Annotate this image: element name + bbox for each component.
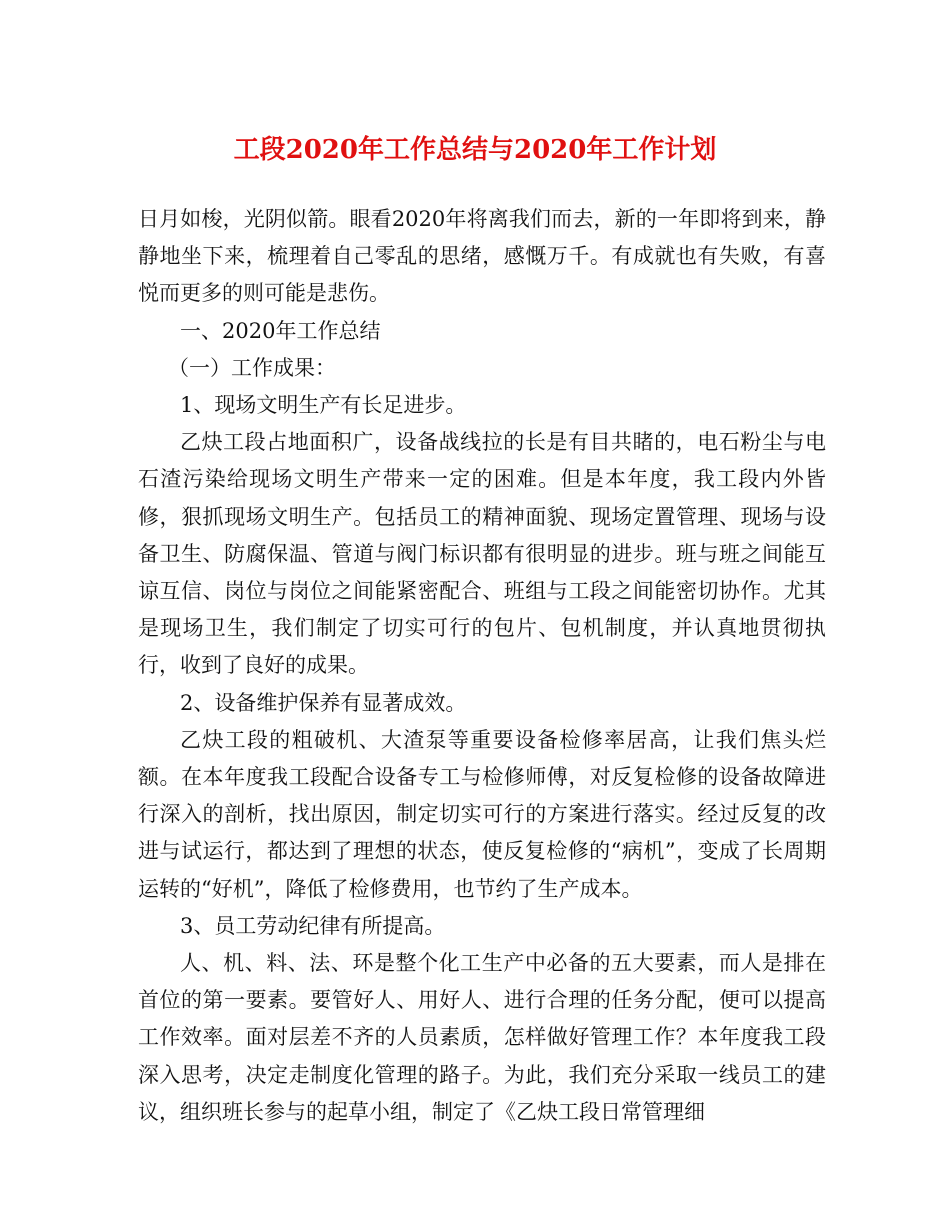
body-paragraph-2: 乙炔工段的粗破机、大渣泵等重要设备检修率居高，让我们焦头烂额。在本年度我工段配合设备专工与检修师傅，对反复检修的设备故障进行深入的剖析，找出原因，制定切实可行的方案进行落实。经过反复的改进与试运行，都达到了理想的状态，使反复检修的“病机”，变成了长周期运转的“好机”，降低了检修费用，也节约了生产成本。 <box>138 727 826 901</box>
subsection-heading-results: （一）工作成果： <box>168 355 336 380</box>
document-title: 工段2020年工作总结与2020年工作计划 <box>233 135 717 165</box>
body-paragraph-1: 乙炔工段占地面积广，设备战线拉的长是有目共睹的，电石粉尘与电石渣污染给现场文明生产带来一定的困难。但是本年度，我工段内外皆修，狠抓现场文明生产。包括员工的精神面貌、现场定置管理、现场与设备卫生、防腐保温、管道与阀门标识都有很明显的进步。班与班之间能互谅互信、岗位与岗位之间能紧密配合、班组与工段之间能密切协作。尤其是现场卫生，我们制定了切实可行的包片、包机制度，并认真地贯彻执行，收到了良好的成果。 <box>138 430 826 678</box>
item-heading-3: 3、员工劳动纪律有所提高。 <box>180 913 446 938</box>
item-heading-1: 1、现场文明生产有长足进步。 <box>180 393 467 418</box>
body-paragraph-3: 人、机、料、法、环是整个化工生产中必备的五大要素，而人是排在首位的第一要素。要管好人、用好人、进行合理的任务分配，便可以提高工作效率。面对层差不齐的人员素质，怎样做好管理工作？本年度我工段深入思考，决定走制度化管理的路子。为此，我们充分采取一线员工的建议，组织班长参与的起草小组，制定了《乙炔工段日常管理细 <box>138 951 826 1124</box>
intro-paragraph: 日月如梭，光阴似箭。眼看2020年将离我们而去，新的一年即将到来，静静地坐下来，梳理着自己零乱的思绪，感慨万千。有成就也有失败，有喜悦而更多的则可能是悲伤。 <box>138 207 826 306</box>
document-body <box>138 201 826 1131</box>
section-heading-summary: 一、2020年工作总结 <box>180 318 381 343</box>
item-heading-2: 2、设备维护保养有显著成效。 <box>180 690 467 715</box>
